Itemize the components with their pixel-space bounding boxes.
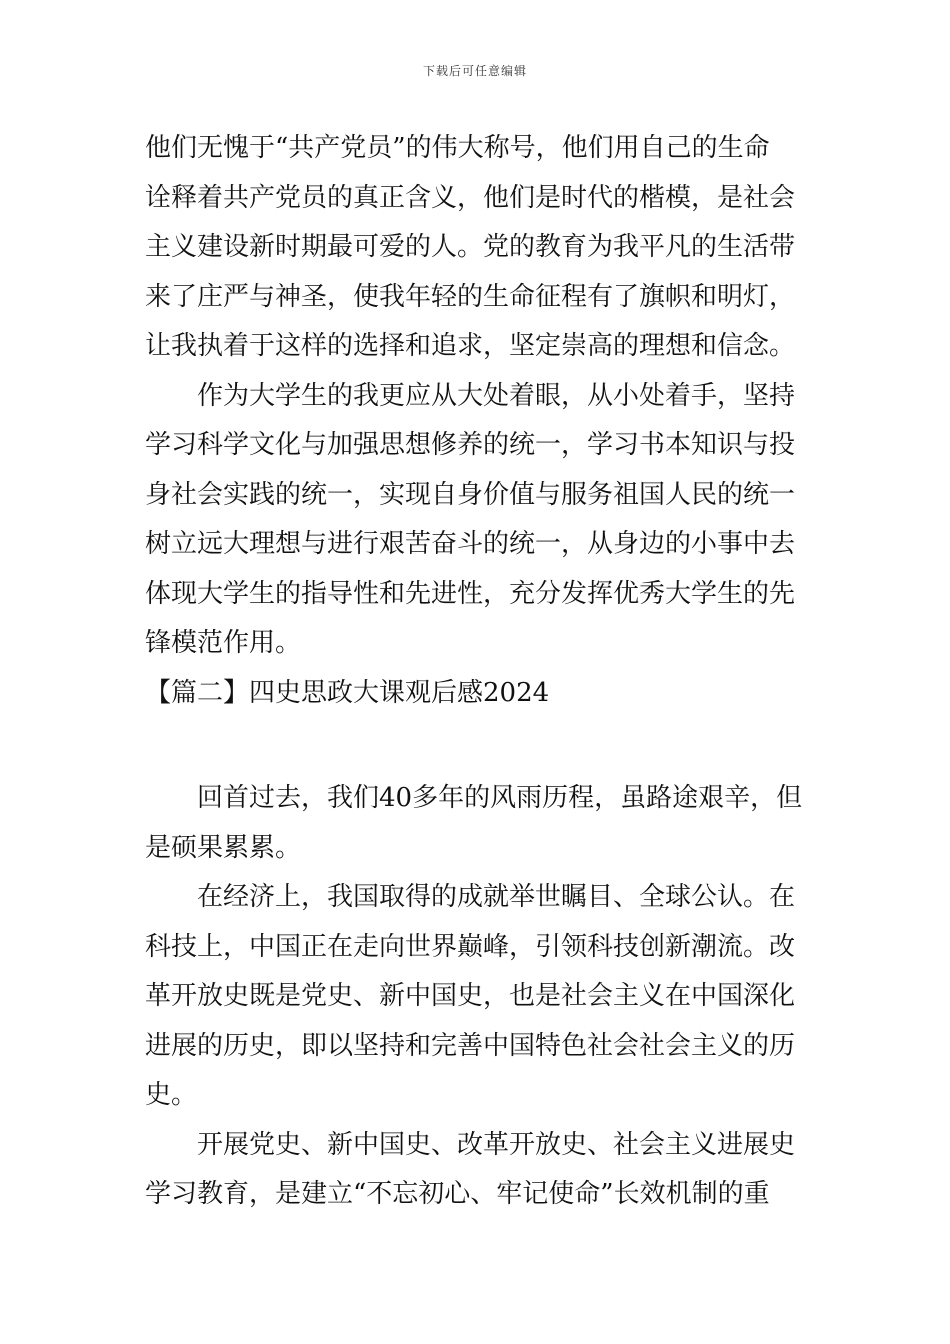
text-line: 学习科学文化与加强思想修养的统一，学习书本知识与投 [145,430,796,460]
text-line: 作为大学生的我更应从大处着眼，从小处着手，坚持 [197,380,796,411]
text-line: 让我执着于这样的选择和追求，坚定崇高的理想和信念。 [145,331,796,361]
section-title: 【篇二】四史思政大课观后感2024 [145,677,550,708]
text-line: 在经济上，我国取得的成就举世瞩目、全球公认。在 [197,882,796,912]
text-line: 锋模范作用。 [145,628,302,658]
document-body [145,124,807,1220]
paragraph-4 [145,873,807,1121]
text-line: 史。 [145,1080,198,1110]
page-header: 下载后可任意编辑 [422,64,527,78]
text-line: 进展的历史，即以坚持和完善中国特色社会社会主义的历 [145,1030,796,1061]
text-line: 身社会实践的统一，实现自身价值与服务祖国人民的统一 [145,479,796,510]
text-line: 革开放史既是党史、新中国史，也是社会主义在中国深化 [145,981,796,1011]
paragraph-1 [145,124,807,372]
paragraph-5 [145,1121,807,1220]
text-line: 来了庄严与神圣，使我年轻的生命征程有了旗帜和明灯， [145,281,796,312]
text-line: 学习教育，是建立“不忘初心、牢记使命”长效机制的重 [145,1179,770,1209]
text-line: 科技上，中国正在走向世界巅峰，引领科技创新潮流。改 [145,931,796,962]
text-line: 是硕果累累。 [145,832,302,863]
text-line: 他们无愧于“共产党员”的伟大称号，他们用自己的生命 [145,133,770,163]
text-line: 诠释着共产党员的真正含义，他们是时代的楷模，是社会 [145,182,796,213]
text-line: 开展党史、新中国史、改革开放史、社会主义进展史 [197,1129,796,1160]
text-line: 回首过去，我们40多年的风雨历程，虽路途艰辛，但 [197,783,803,813]
blank-spacer [145,718,807,774]
paragraph-2 [145,372,807,669]
text-line: 体现大学生的指导性和先进性，充分发挥优秀大学生的先 [145,578,796,609]
paragraph-3 [145,774,807,873]
text-line: 主义建设新时期最可爱的人。党的教育为我平凡的生活带 [145,232,796,262]
text-line: 树立远大理想与进行艰苦奋斗的统一，从身边的小事中去 [145,529,796,559]
